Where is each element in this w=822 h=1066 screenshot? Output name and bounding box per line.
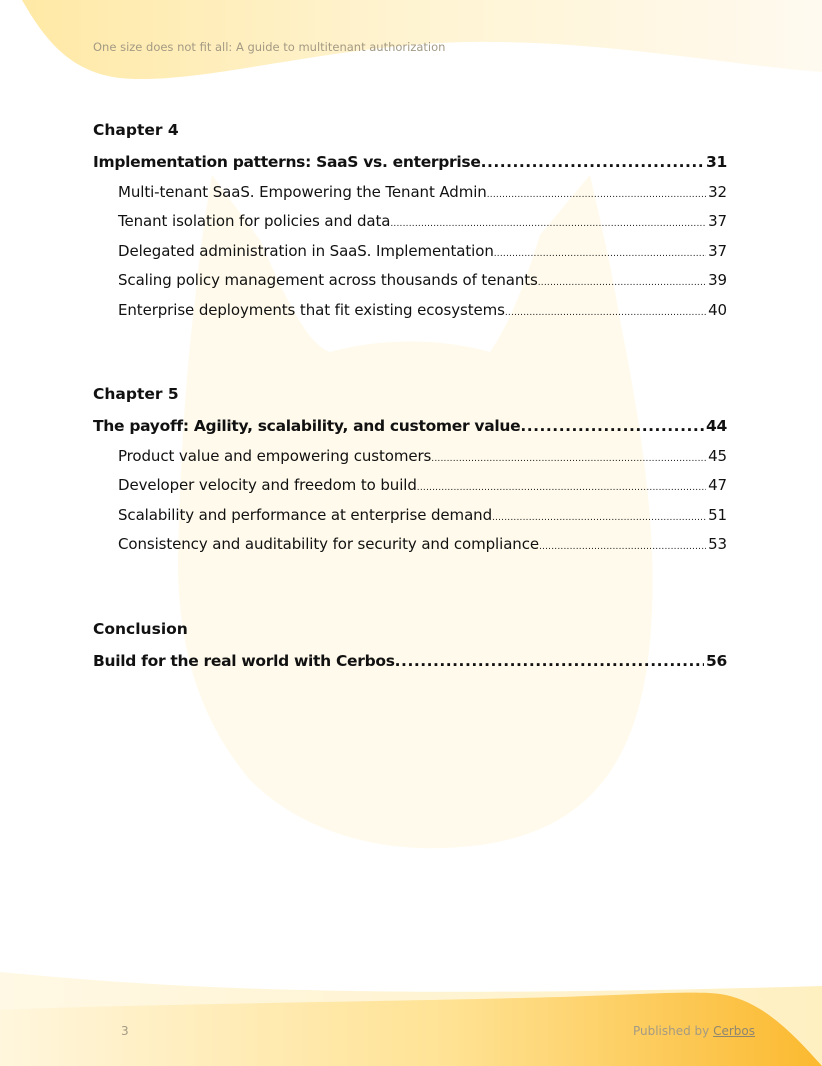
dot-leader (417, 471, 706, 504)
toc-entry-title: Build for the real world with Cerbos (93, 652, 395, 670)
toc-entry-title: Delegated administration in SaaS. Implementation (118, 241, 494, 260)
toc-entry-title: The payoff: Agility, scalability, and customer value (93, 417, 521, 435)
toc-sub-entry[interactable] (93, 207, 727, 237)
toc-entry-title: Scaling policy management across thousands of tenants (118, 271, 538, 290)
toc-chapter-4 (93, 119, 727, 326)
dot-leader (481, 148, 704, 178)
page-number: 3 (121, 1024, 129, 1038)
toc-entry-page: 56 (706, 652, 727, 670)
toc-entry-title: Tenant isolation for policies and data (118, 212, 391, 231)
toc-entry-page: 53 (708, 535, 727, 554)
toc-entry-title: Scalability and performance at enterprise demand (118, 505, 492, 524)
toc-sub-entry[interactable] (93, 266, 727, 296)
dot-leader (494, 237, 706, 270)
published-by (633, 1024, 755, 1038)
toc-main-entry[interactable] (93, 412, 727, 442)
cerbos-link[interactable]: Cerbos (713, 1024, 755, 1038)
dot-leader (538, 266, 706, 299)
toc-entry-page: 37 (708, 212, 727, 231)
toc-entry-page: 47 (708, 476, 727, 495)
toc-sub-entry[interactable] (93, 296, 727, 326)
dot-leader (431, 442, 706, 475)
dot-leader (505, 296, 706, 329)
toc-sub-entry[interactable] (93, 501, 727, 531)
toc-main-entry[interactable] (93, 647, 727, 677)
toc-sub-entry[interactable] (93, 442, 727, 472)
dot-leader (487, 178, 706, 211)
toc-entry-page: 51 (708, 505, 727, 524)
toc-chapter-5 (93, 383, 727, 560)
published-by-label: Published by (632, 1024, 710, 1038)
toc-main-entry[interactable] (93, 148, 727, 178)
toc-entry-title: Implementation patterns: SaaS vs. enterprise (93, 153, 481, 171)
toc-sub-entry[interactable] (93, 178, 727, 208)
toc-sub-entry[interactable] (93, 237, 727, 267)
toc-entry-title: Product value and empowering customers (118, 446, 432, 465)
toc-sub-entry[interactable] (93, 530, 727, 560)
dot-leader (390, 207, 706, 240)
chapter-label: Conclusion (93, 620, 188, 638)
toc-entry-title: Multi-tenant SaaS. Empowering the Tenant Admin (118, 182, 487, 201)
dot-leader (539, 530, 706, 563)
toc-entry-title: Developer velocity and freedom to build (118, 476, 417, 495)
toc-entry-title: Consistency and auditability for security and compliance (118, 535, 539, 554)
toc-entry-page: 37 (708, 241, 727, 260)
toc-sub-entry[interactable] (93, 471, 727, 501)
toc-entry-page: 31 (706, 153, 727, 171)
dot-leader (395, 647, 704, 677)
toc-entry-page: 32 (708, 182, 727, 201)
dot-leader (492, 501, 706, 534)
toc-entry-page: 45 (708, 446, 727, 465)
chapter-label: Chapter 5 (93, 385, 179, 403)
toc-entry-page: 40 (708, 300, 727, 319)
toc-conclusion (93, 618, 727, 677)
toc-entry-page: 39 (708, 271, 727, 290)
toc-entry-page: 44 (706, 417, 727, 435)
dot-leader (520, 412, 704, 442)
toc-entry-title: Enterprise deployments that fit existing ecosystems (118, 300, 505, 319)
running-header: One size does not fit all: A guide to multitenant authorization (93, 40, 446, 54)
chapter-label: Chapter 4 (93, 121, 179, 139)
